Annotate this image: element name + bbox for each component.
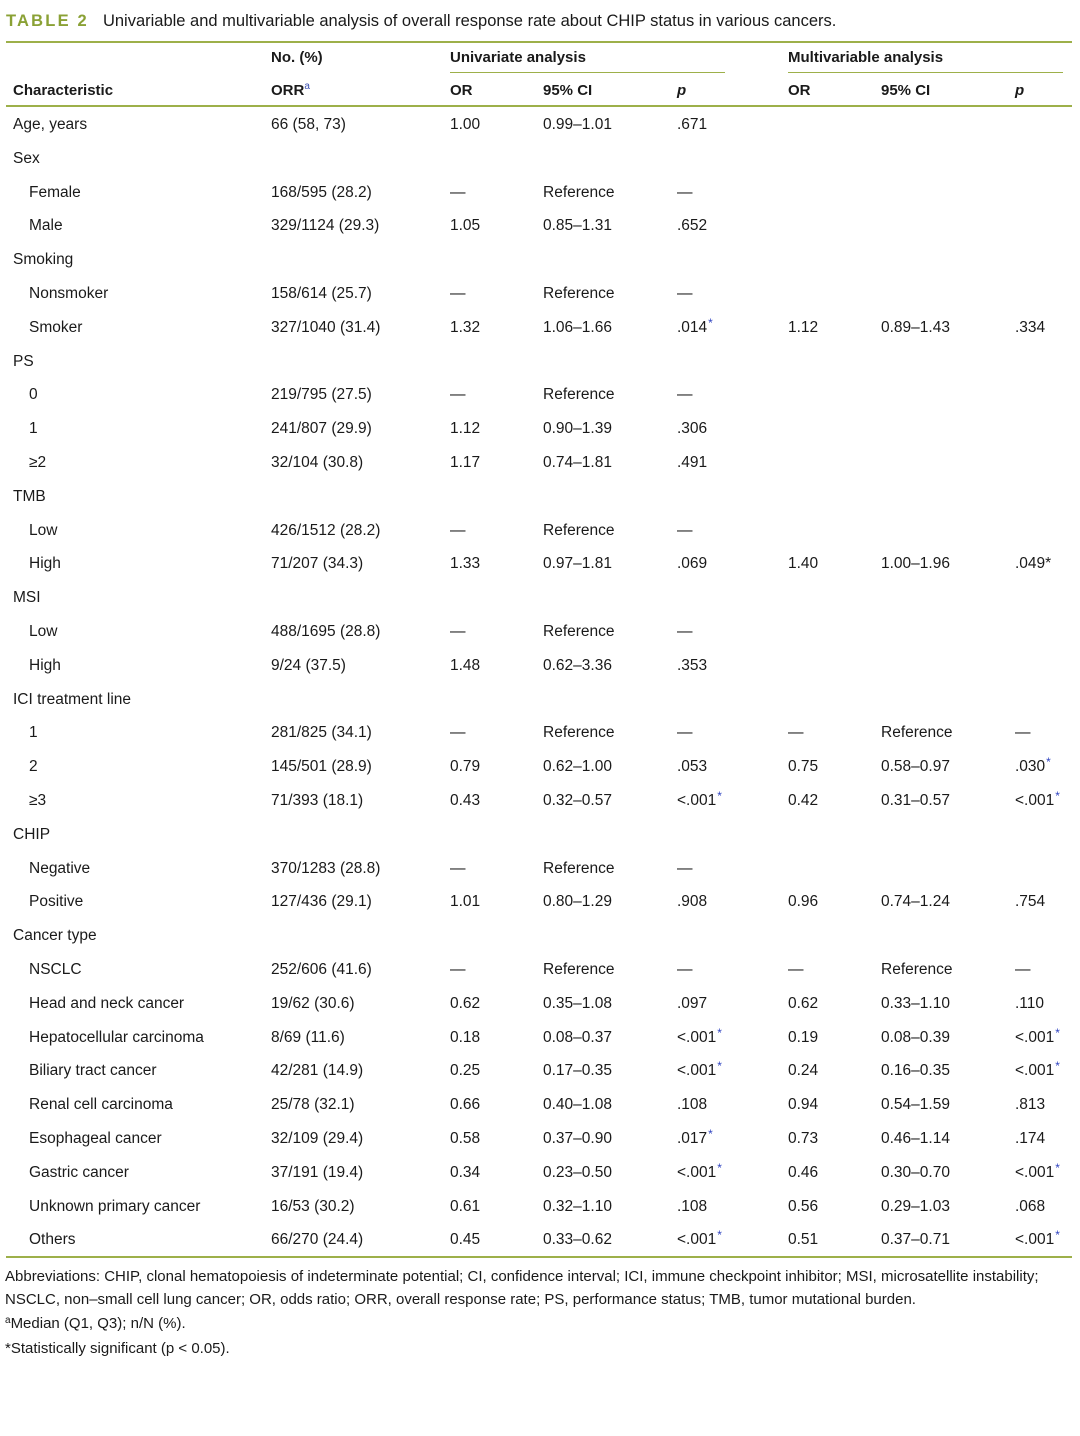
row-label: Female [29, 183, 81, 201]
p-univariate-cell: .053 [677, 758, 708, 776]
significance-star: * [717, 1025, 722, 1040]
or-univariate-cell: — [450, 859, 466, 877]
table-row [0, 750, 1080, 784]
p-univariate-cell: .671 [677, 116, 708, 133]
p-multivariable-cell: <.001* [1015, 788, 1060, 809]
or-univariate-cell: 1.17 [450, 453, 481, 471]
row-label: TMB [13, 487, 46, 505]
or-multivariable-cell: 0.24 [788, 1062, 819, 1080]
ci-univariate-cell: Reference [543, 521, 615, 539]
header-ci-multivariable: 95% CI [881, 82, 931, 99]
table-row [0, 378, 1080, 412]
p-univariate-cell: .014* [677, 315, 713, 336]
ci-multivariable-cell: 0.31–0.57 [881, 791, 950, 809]
or-univariate-cell: 0.58 [450, 1129, 481, 1147]
ci-univariate-cell: 1.06–1.66 [543, 318, 612, 336]
row-label: Low [29, 521, 58, 539]
footnote-significance: *Statistically significant (p < 0.05). [5, 1339, 230, 1357]
ci-multivariable-cell: 0.16–0.35 [881, 1062, 950, 1080]
table-caption [6, 10, 1072, 32]
row-label: Others [29, 1231, 76, 1249]
ci-univariate-cell: 0.08–0.37 [543, 1028, 612, 1046]
row-label: High [29, 656, 61, 674]
significance-star: * [1055, 1160, 1060, 1175]
significance-star: * [717, 1059, 722, 1074]
ci-multivariable-cell: 0.74–1.24 [881, 893, 950, 911]
or-univariate-cell: 1.12 [450, 420, 481, 438]
p-univariate-cell: — [677, 521, 693, 539]
top-rule [6, 41, 1072, 43]
row-label: Hepatocellular carcinoma [29, 1028, 204, 1046]
p-univariate-cell: — [677, 386, 693, 404]
p-univariate-cell: <.001* [677, 1059, 722, 1080]
table-row [0, 919, 1080, 953]
header-p-multivariable: p [1015, 82, 1025, 99]
footnote-a-marker: a [304, 81, 310, 92]
orr-cell: 329/1124 (29.3) [271, 217, 380, 235]
p-multivariable-cell: <.001* [1015, 1025, 1060, 1046]
orr-cell: 370/1283 (28.8) [271, 859, 381, 877]
orr-cell: 9/24 (37.5) [271, 656, 346, 674]
or-univariate-cell: — [450, 521, 466, 539]
table-row [0, 176, 1080, 210]
table-row [0, 784, 1080, 818]
p-univariate-cell: .108 [677, 1096, 708, 1114]
or-multivariable-cell: 0.73 [788, 1129, 819, 1147]
row-label: 1 [29, 724, 38, 742]
p-univariate-cell: .097 [677, 994, 708, 1012]
p-univariate-cell: <.001* [677, 788, 722, 809]
row-label: MSI [13, 589, 41, 607]
table-row [0, 345, 1080, 379]
p-univariate-cell: .306 [677, 420, 708, 438]
significance-star: * [1046, 755, 1051, 770]
p-multivariable-cell: .110 [1015, 994, 1045, 1012]
significance-star: * [1055, 1025, 1060, 1040]
row-label: 2 [29, 758, 38, 776]
or-univariate-cell: — [450, 622, 466, 640]
or-univariate-cell: 1.32 [450, 318, 481, 336]
or-multivariable-cell: 0.56 [788, 1197, 819, 1215]
ci-univariate-cell: 0.62–3.36 [543, 656, 612, 674]
orr-cell: 241/807 (29.9) [271, 420, 372, 438]
row-label: ≥3 [29, 791, 47, 809]
or-univariate-cell: — [450, 960, 466, 978]
table-row [0, 683, 1080, 717]
table-row [0, 243, 1080, 277]
table-row [0, 716, 1080, 750]
ci-multivariable-cell: 0.29–1.03 [881, 1197, 950, 1215]
table-row [0, 547, 1080, 581]
orr-cell: 488/1695 (28.8) [271, 622, 381, 640]
p-univariate-cell: <.001* [677, 1160, 722, 1181]
table-row [0, 277, 1080, 311]
or-univariate-cell: 0.45 [450, 1231, 481, 1249]
or-univariate-cell: 0.66 [450, 1096, 481, 1114]
header-no-pct: No. (%) [271, 49, 323, 66]
or-univariate-cell: 0.61 [450, 1197, 481, 1215]
row-label: PS [13, 352, 34, 370]
p-univariate-cell: — [677, 724, 693, 742]
table-notes [5, 1266, 1071, 1360]
row-label: Renal cell carcinoma [29, 1096, 173, 1114]
p-univariate-cell: .017* [677, 1126, 713, 1147]
ci-multivariable-cell: 1.00–1.96 [881, 555, 950, 573]
ci-multivariable-cell: 0.89–1.43 [881, 318, 950, 336]
ci-univariate-cell: 0.62–1.00 [543, 758, 612, 776]
or-multivariable-cell: 0.46 [788, 1163, 819, 1181]
row-label: NSCLC [29, 960, 82, 978]
orr-cell: 66 (58, 73) [271, 116, 346, 133]
orr-cell: 71/393 (18.1) [271, 791, 364, 809]
row-label: 0 [29, 386, 38, 404]
significance-star: * [1055, 788, 1060, 803]
ci-univariate-cell: 0.40–1.08 [543, 1096, 612, 1114]
orr-cell: 426/1512 (28.2) [271, 521, 381, 539]
or-multivariable-cell: 1.40 [788, 555, 819, 573]
table-row [0, 649, 1080, 683]
p-multivariable-cell: .174 [1015, 1129, 1046, 1147]
table-row [0, 311, 1080, 345]
p-multivariable-cell: .049* [1015, 555, 1052, 573]
p-multivariable-cell: — [1015, 960, 1031, 978]
table-label: TABLE 2 [6, 12, 89, 30]
ci-univariate-cell: 0.37–0.90 [543, 1129, 612, 1147]
ci-multivariable-cell: 0.30–0.70 [881, 1163, 950, 1181]
p-univariate-cell: .353 [677, 656, 708, 674]
table-row [0, 142, 1080, 176]
ci-univariate-cell: 0.33–0.62 [543, 1231, 612, 1249]
significance-star: * [1055, 1228, 1060, 1243]
row-label: Age, years [13, 116, 88, 133]
row-label: Gastric cancer [29, 1163, 129, 1181]
significance-star: * [717, 1160, 722, 1175]
ci-univariate-cell: 0.35–1.08 [543, 994, 612, 1012]
or-univariate-cell: 1.48 [450, 656, 481, 674]
p-univariate-cell: — [677, 859, 693, 877]
p-univariate-cell: — [677, 960, 693, 978]
table-row [0, 446, 1080, 480]
or-univariate-cell: 1.00 [450, 116, 481, 133]
or-univariate-cell: 1.01 [450, 893, 481, 911]
footnote-a: $^a$Median (Q1, Q3); n/N (%). [5, 1315, 186, 1332]
header-or-univariate: OR [450, 82, 473, 99]
ci-multivariable-cell: 0.54–1.59 [881, 1096, 950, 1114]
row-label: 1 [29, 420, 38, 438]
p-univariate-cell: .652 [677, 217, 708, 235]
ci-univariate-cell: 0.32–1.10 [543, 1197, 612, 1215]
table-row [0, 1088, 1080, 1122]
ci-univariate-cell: 0.23–0.50 [543, 1163, 612, 1181]
or-multivariable-cell: 0.51 [788, 1231, 819, 1249]
p-multivariable-cell: <.001* [1015, 1228, 1060, 1249]
table-row [0, 1156, 1080, 1190]
ci-univariate-cell: Reference [543, 724, 615, 742]
row-label: Male [29, 217, 63, 235]
orr-cell: 8/69 (11.6) [271, 1028, 345, 1046]
or-univariate-cell: — [450, 724, 466, 742]
p-multivariable-cell: .813 [1015, 1096, 1046, 1114]
ci-univariate-cell: 0.90–1.39 [543, 420, 612, 438]
row-label: Unknown primary cancer [29, 1197, 201, 1215]
significance-star: * [1055, 1059, 1060, 1074]
significance-star: * [717, 1228, 722, 1243]
ci-multivariable-cell: Reference [881, 724, 953, 742]
p-univariate-cell: — [677, 622, 693, 640]
header-univariate: Univariate analysis [450, 49, 586, 66]
p-univariate-cell: .108 [677, 1197, 708, 1215]
row-label: Nonsmoker [29, 284, 109, 302]
orr-cell: 32/109 (29.4) [271, 1129, 364, 1147]
or-multivariable-cell: 0.62 [788, 994, 819, 1012]
p-multivariable-cell: <.001* [1015, 1059, 1060, 1080]
or-univariate-cell: 0.62 [450, 994, 481, 1012]
header-characteristic: Characteristic [13, 82, 114, 99]
row-label: ICI treatment line [13, 690, 132, 708]
p-multivariable-cell: .334 [1015, 318, 1046, 336]
orr-cell: 281/825 (34.1) [271, 724, 372, 742]
ci-univariate-cell: 0.32–0.57 [543, 791, 612, 809]
table-row [0, 615, 1080, 649]
row-label: Smoker [29, 318, 83, 336]
row-label: Sex [13, 149, 40, 167]
row-label: CHIP [13, 825, 51, 843]
table-row [0, 852, 1080, 886]
multivariable-underline [788, 72, 1063, 73]
p-multivariable-cell: .030* [1015, 755, 1051, 776]
row-label: High [29, 555, 61, 573]
or-multivariable-cell: — [788, 960, 804, 978]
or-multivariable-cell: 0.42 [788, 791, 819, 809]
or-univariate-cell: 0.43 [450, 791, 481, 809]
significance-star: * [708, 315, 713, 330]
row-label: Biliary tract cancer [29, 1062, 157, 1080]
table-row [0, 1190, 1080, 1224]
p-multivariable-cell: .754 [1015, 893, 1046, 911]
table-row [0, 987, 1080, 1021]
p-multivariable-cell: — [1015, 724, 1031, 742]
table-row [0, 1054, 1080, 1088]
table-row [0, 818, 1080, 852]
or-univariate-cell: 0.25 [450, 1062, 481, 1080]
significance-star: * [717, 788, 722, 803]
orr-cell: 32/104 (30.8) [271, 453, 364, 471]
table-row [0, 885, 1080, 919]
orr-cell: 127/436 (29.1) [271, 893, 372, 911]
row-label: Smoking [13, 251, 74, 269]
p-univariate-cell: — [677, 284, 693, 302]
ci-univariate-cell: Reference [543, 622, 615, 640]
orr-cell: 66/270 (24.4) [271, 1231, 364, 1249]
or-univariate-cell: 0.34 [450, 1163, 481, 1181]
table-row [0, 514, 1080, 548]
or-univariate-cell: 0.18 [450, 1028, 481, 1046]
ci-multivariable-cell: Reference [881, 960, 953, 978]
orr-cell: 168/595 (28.2) [271, 183, 372, 201]
ci-univariate-cell: 0.17–0.35 [543, 1062, 612, 1080]
or-univariate-cell: — [450, 183, 466, 201]
table-row [0, 1021, 1080, 1055]
ci-multivariable-cell: 0.08–0.39 [881, 1028, 950, 1046]
ci-univariate-cell: 0.74–1.81 [543, 453, 612, 471]
or-multivariable-cell: — [788, 724, 804, 742]
p-univariate-cell: .069 [677, 555, 708, 573]
orr-cell: 145/501 (28.9) [271, 758, 372, 776]
or-multivariable-cell: 0.75 [788, 758, 819, 776]
ci-univariate-cell: Reference [543, 284, 615, 302]
table-row [0, 209, 1080, 243]
table-row [0, 953, 1080, 987]
or-univariate-cell: — [450, 386, 466, 404]
orr-cell: 42/281 (14.9) [271, 1062, 364, 1080]
row-label: Cancer type [13, 927, 97, 945]
abbreviations-note: Abbreviations: CHIP, clonal hematopoiesis of indeterminate potential; CI, confidence interval; ICI, immune checkpoint inhibitor; MSI, microsatellite instability; NSCLC, non–small cell lung cancer; OR, odds ratio; ORR, overall response rate; PS, performance status; TMB, tumor mutational burden. [5, 1268, 1039, 1308]
orr-cell: 252/606 (41.6) [271, 960, 372, 978]
ci-univariate-cell: Reference [543, 183, 615, 201]
orr-cell: 71/207 (34.3) [271, 555, 364, 573]
p-univariate-cell: <.001* [677, 1025, 722, 1046]
p-multivariable-cell: <.001* [1015, 1160, 1060, 1181]
ci-multivariable-cell: 0.37–0.71 [881, 1231, 950, 1249]
orr-cell: 158/614 (25.7) [271, 284, 372, 302]
orr-cell: 327/1040 (31.4) [271, 318, 381, 336]
header-rule [6, 105, 1072, 107]
table-title: Univariable and multivariable analysis of overall response rate about CHIP status in various cancers. [102, 12, 837, 30]
bottom-rule [6, 1256, 1072, 1258]
table-row [0, 108, 1080, 142]
p-univariate-cell: .908 [677, 893, 708, 911]
ci-multivariable-cell: 0.46–1.14 [881, 1129, 950, 1147]
or-multivariable-cell: 0.19 [788, 1028, 819, 1046]
row-label: ≥2 [29, 453, 47, 471]
or-multivariable-cell: 0.96 [788, 893, 819, 911]
header-multivariable: Multivariable analysis [788, 49, 944, 66]
row-label: Esophageal cancer [29, 1129, 162, 1147]
or-univariate-cell: — [450, 284, 466, 302]
or-multivariable-cell: 0.94 [788, 1096, 819, 1114]
table-row [0, 581, 1080, 615]
orr-cell: 16/53 (30.2) [271, 1197, 355, 1215]
univariate-underline [450, 72, 725, 73]
row-label: Head and neck cancer [29, 994, 185, 1012]
ci-univariate-cell: 0.80–1.29 [543, 893, 612, 911]
table-row [0, 480, 1080, 514]
ci-univariate-cell: Reference [543, 386, 615, 404]
row-label: Low [29, 622, 58, 640]
or-univariate-cell: 0.79 [450, 758, 481, 776]
ci-multivariable-cell: 0.33–1.10 [881, 994, 950, 1012]
ci-univariate-cell: 0.85–1.31 [543, 217, 612, 235]
orr-cell: 37/191 (19.4) [271, 1163, 364, 1181]
header-p-univariate: p [677, 82, 687, 99]
header-ci-univariate: 95% CI [543, 82, 593, 99]
header-or-multivariable: OR [788, 82, 811, 99]
significance-star: * [708, 1126, 713, 1141]
or-univariate-cell: 1.33 [450, 555, 481, 573]
ci-univariate-cell: 0.99–1.01 [543, 116, 612, 133]
p-univariate-cell: .491 [677, 453, 708, 471]
table-row [0, 1122, 1080, 1156]
row-label: Negative [29, 859, 91, 877]
ci-univariate-cell: Reference [543, 960, 615, 978]
p-multivariable-cell: .068 [1015, 1197, 1046, 1215]
header-orr: ORR$^a$ [271, 81, 310, 99]
ci-multivariable-cell: 0.58–0.97 [881, 758, 950, 776]
orr-cell: 19/62 (30.6) [271, 994, 355, 1012]
table-row [0, 412, 1080, 446]
table-body [0, 108, 1080, 1257]
orr-cell: 25/78 (32.1) [271, 1096, 355, 1114]
row-label: Positive [29, 893, 84, 911]
p-univariate-cell: — [677, 183, 693, 201]
p-univariate-cell: <.001* [677, 1228, 722, 1249]
or-univariate-cell: 1.05 [450, 217, 481, 235]
ci-univariate-cell: 0.97–1.81 [543, 555, 612, 573]
or-multivariable-cell: 1.12 [788, 318, 819, 336]
table-row [0, 1223, 1080, 1257]
ci-univariate-cell: Reference [543, 859, 615, 877]
orr-cell: 219/795 (27.5) [271, 386, 372, 404]
